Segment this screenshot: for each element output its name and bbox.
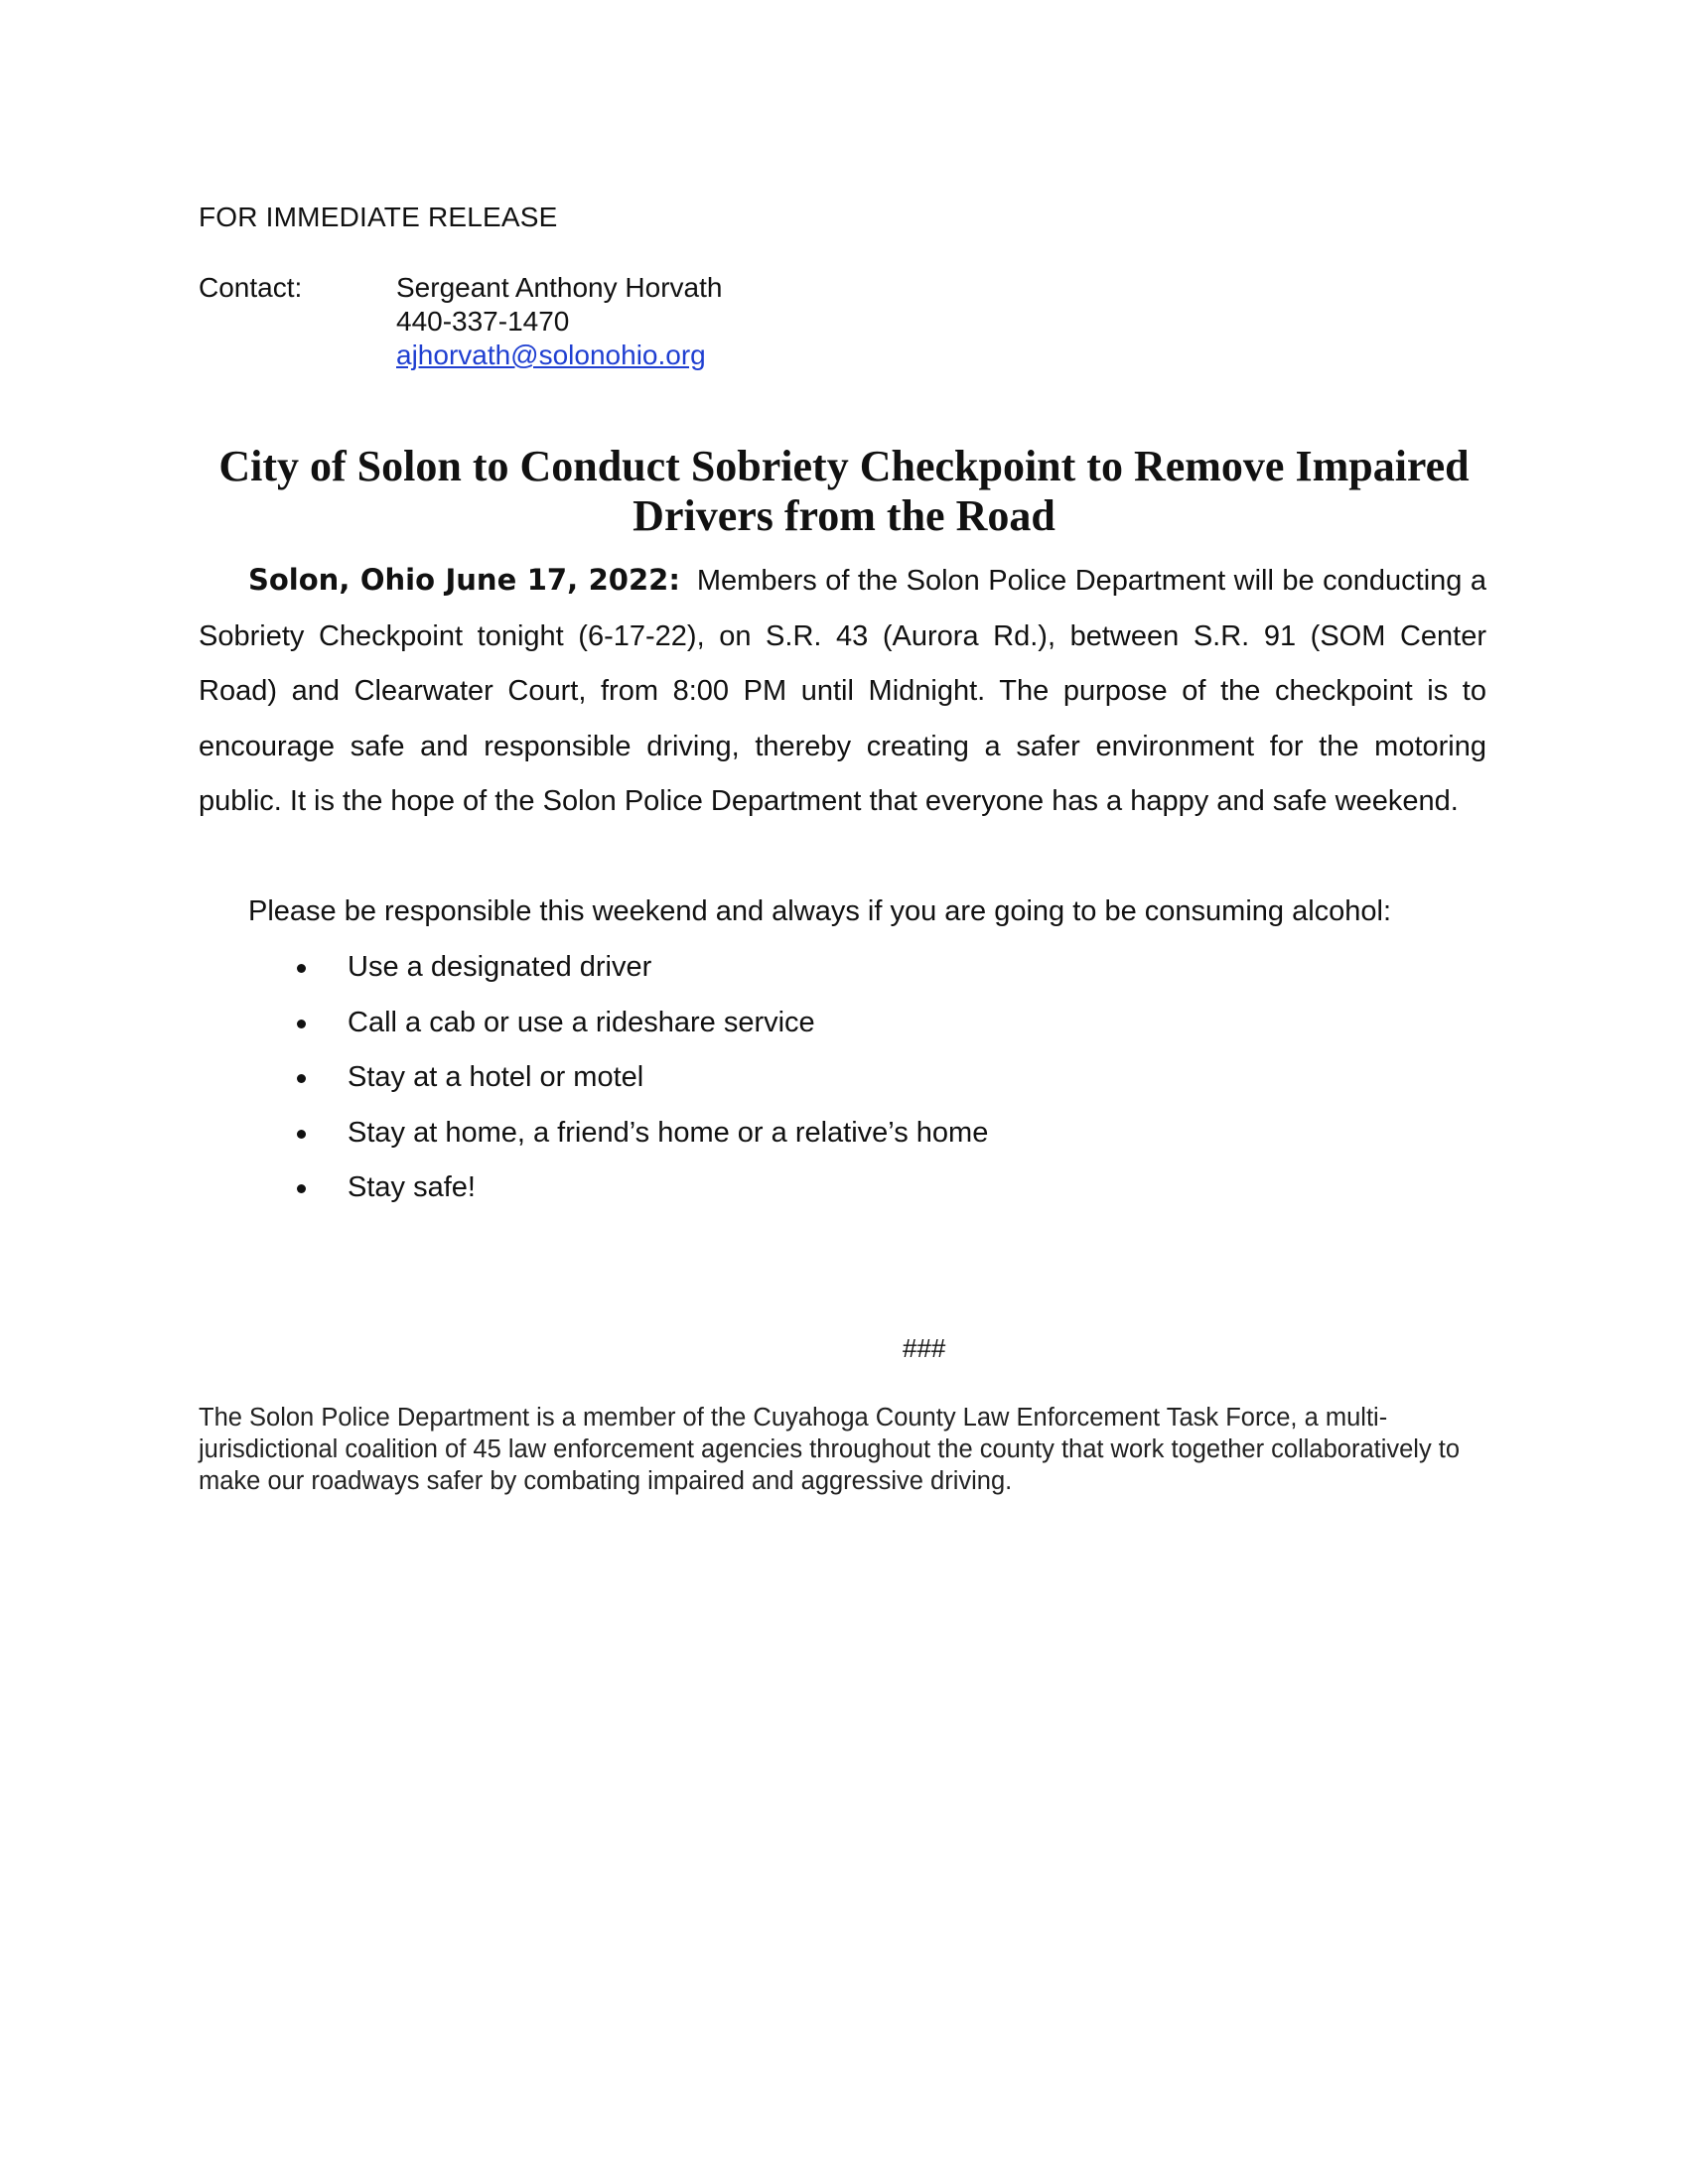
footer-note: The Solon Police Department is a member of the Cuyahoga County Law Enforcement Task Force, a multi-jurisdictional coalition of 45 law enforcement agencies throughout the county that work together collaboratively to make our roadways safer by combating impaired and aggressive driving. bbox=[199, 1404, 1461, 1495]
bullet-icon bbox=[297, 1074, 306, 1083]
list-item bbox=[288, 996, 988, 1051]
page-title: City of Solon to Conduct Sobriety Checkpoint to Remove Impaired Drivers from the Road bbox=[218, 442, 1470, 540]
contact-phone: 440-337-1470 bbox=[396, 306, 570, 337]
release-label: FOR IMMEDIATE RELEASE bbox=[199, 202, 558, 232]
contact-email-link[interactable]: ajhorvath@solonohio.org bbox=[396, 340, 706, 370]
tip-text: Stay at a hotel or motel bbox=[348, 1061, 644, 1093]
bullet-icon bbox=[297, 1130, 306, 1139]
bullet-icon bbox=[297, 1020, 306, 1028]
list-item bbox=[288, 940, 988, 996]
body-paragraph bbox=[199, 553, 1486, 830]
tip-text: Stay safe! bbox=[348, 1171, 476, 1203]
end-mark: ### bbox=[903, 1333, 946, 1363]
list-item bbox=[288, 1160, 988, 1216]
list-item bbox=[288, 1050, 988, 1106]
contact-label: Contact: bbox=[199, 272, 303, 303]
tip-text: Stay at home, a friend’s home or a relative’s home bbox=[348, 1116, 989, 1149]
bullet-icon bbox=[297, 964, 306, 973]
dateline: Solon, Ohio June 17, 2022: bbox=[248, 563, 680, 597]
contact-details bbox=[396, 271, 992, 372]
advice-intro: Please be responsible this weekend and always if you are going to be consuming alcohol: bbox=[248, 895, 1392, 927]
list-item bbox=[288, 1106, 988, 1161]
tips-list bbox=[288, 940, 988, 1216]
tip-text: Call a cab or use a rideshare service bbox=[348, 1006, 815, 1038]
bullet-icon bbox=[297, 1184, 306, 1193]
body-text: Members of the Solon Police Department will be conducting a Sobriety Checkpoint tonight (6-17-22), on S.R. 43 (Aurora Rd.), between S.R. 91 (SOM Center Road) and Clearwater Court, from 8:00 PM until Midnight. The purpose of the checkpoint is to encourage safe and responsible driving, thereby creating a safer environment for the motoring public. It is the hope of the Solon Police Department that everyone has a happy and safe weekend. bbox=[199, 565, 1486, 817]
contact-name: Sergeant Anthony Horvath bbox=[396, 272, 723, 303]
tip-text: Use a designated driver bbox=[348, 951, 652, 983]
